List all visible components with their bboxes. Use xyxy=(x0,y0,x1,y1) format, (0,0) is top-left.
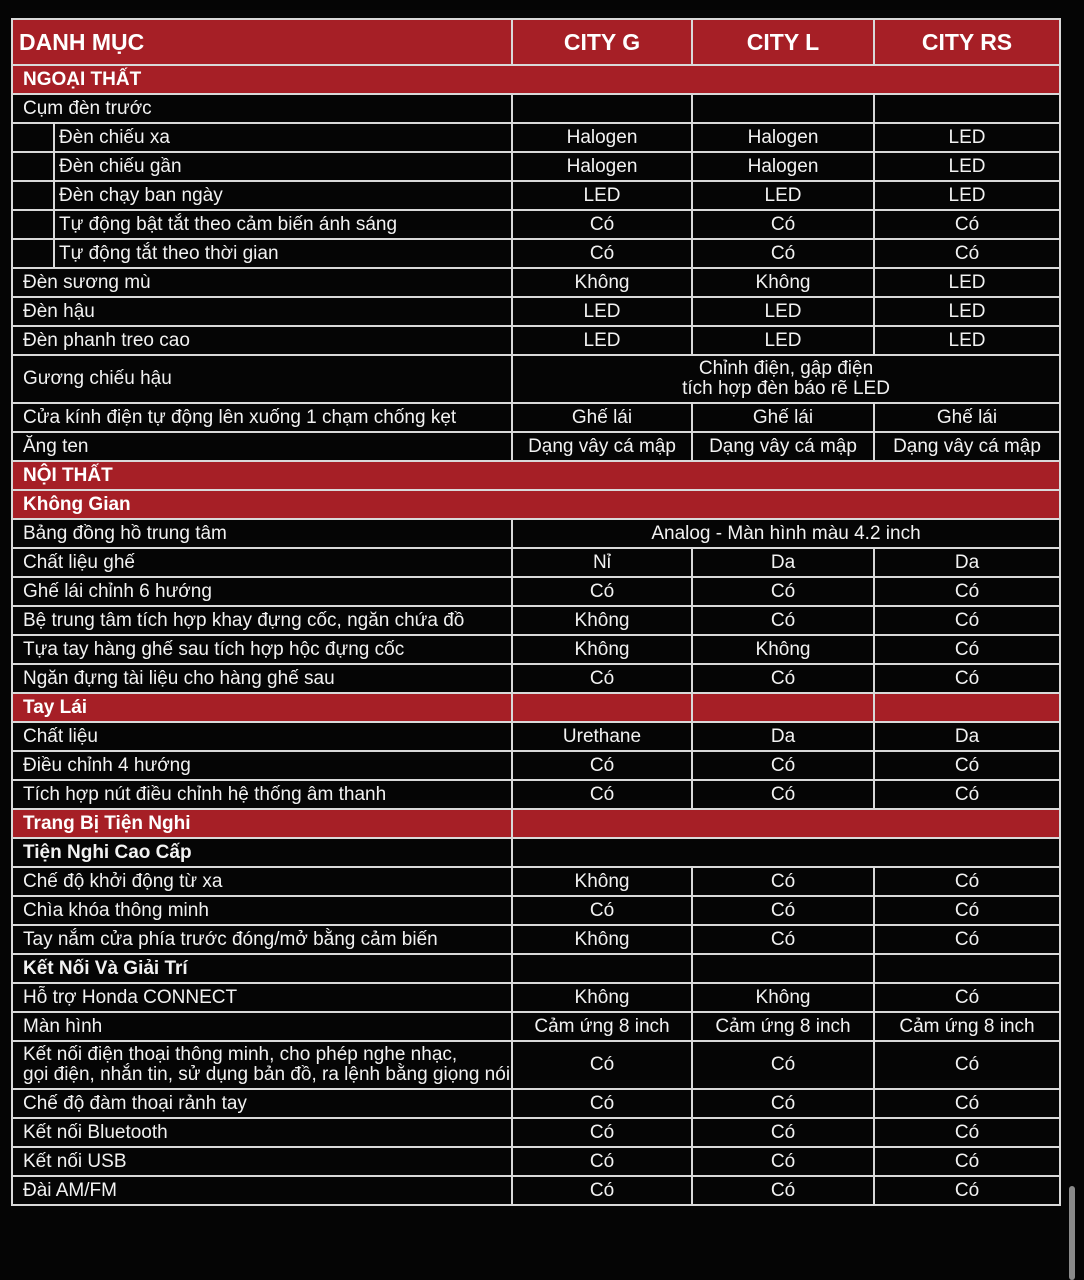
value-cell xyxy=(512,693,692,722)
table-row xyxy=(12,403,1060,432)
value-cell: Dạng vây cá mập xyxy=(692,432,874,461)
value-cell: Có xyxy=(692,1089,874,1118)
value-cell: Có xyxy=(874,780,1060,809)
value-cell: Có xyxy=(874,664,1060,693)
row-label: Đèn chiếu xa xyxy=(54,123,512,152)
subsection-label: Tiện Nghi Cao Cấp xyxy=(12,838,512,867)
value-cell: Có xyxy=(512,210,692,239)
value-cell: LED xyxy=(874,181,1060,210)
value-cell: Có xyxy=(874,606,1060,635)
value-cell: Có xyxy=(692,1147,874,1176)
value-cell: LED xyxy=(874,297,1060,326)
subsection-label: Tay Lái xyxy=(12,693,512,722)
table-row xyxy=(12,983,1060,1012)
table-row xyxy=(12,94,1060,123)
value-cell: Có xyxy=(512,1118,692,1147)
table-row xyxy=(12,1176,1060,1205)
value-cell: Không xyxy=(512,925,692,954)
value-cell: Có xyxy=(512,577,692,606)
merged-value-line: tích hợp đèn báo rẽ LED xyxy=(682,378,890,399)
row-label: Chế độ đàm thoại rảnh tay xyxy=(12,1089,512,1118)
row-label: Đài AM/FM xyxy=(12,1176,512,1205)
row-label: Tích hợp nút điều chỉnh hệ thống âm thanh xyxy=(12,780,512,809)
subsection-header xyxy=(12,693,1060,722)
row-label: Tay nắm cửa phía trước đóng/mở bằng cảm biến xyxy=(12,925,512,954)
value-cell: Có xyxy=(874,751,1060,780)
value-cell xyxy=(874,693,1060,722)
table-row xyxy=(12,722,1060,751)
value-cell: Ghế lái xyxy=(692,403,874,432)
section-header xyxy=(12,490,1060,519)
value-cell xyxy=(692,693,874,722)
value-cell: LED xyxy=(692,181,874,210)
table-row xyxy=(12,1012,1060,1041)
value-cell: Có xyxy=(692,925,874,954)
row-label: Đèn sương mù xyxy=(12,268,512,297)
value-cell: Da xyxy=(874,548,1060,577)
value-cell xyxy=(874,954,1060,983)
row-label: Cụm đèn trước xyxy=(12,94,512,123)
table-row xyxy=(12,867,1060,896)
value-cell: Không xyxy=(692,268,874,297)
spec-table xyxy=(11,18,1061,1206)
value-cell xyxy=(692,94,874,123)
row-label: Ngăn đựng tài liệu cho hàng ghế sau xyxy=(12,664,512,693)
section-header xyxy=(12,809,1060,838)
row-label: Tự động tắt theo thời gian xyxy=(54,239,512,268)
value-cell: LED xyxy=(874,152,1060,181)
value-cell: Có xyxy=(512,780,692,809)
value-cell: Ghế lái xyxy=(512,403,692,432)
value-cell: Có xyxy=(692,1176,874,1205)
value-cell: Có xyxy=(692,606,874,635)
value-cell: Có xyxy=(874,1176,1060,1205)
table-row-indented xyxy=(12,123,1060,152)
indent-spacer xyxy=(12,123,54,152)
row-label: Đèn hậu xyxy=(12,297,512,326)
row-label: Ghế lái chỉnh 6 hướng xyxy=(12,577,512,606)
row-label: Chìa khóa thông minh xyxy=(12,896,512,925)
row-label: Đèn chiếu gần xyxy=(54,152,512,181)
table-row xyxy=(12,577,1060,606)
value-cell: Có xyxy=(874,1147,1060,1176)
table-row-indented xyxy=(12,181,1060,210)
section-label: Trang Bị Tiện Nghi xyxy=(12,809,512,838)
value-cell: Không xyxy=(512,983,692,1012)
section-header xyxy=(12,65,1060,94)
table-row xyxy=(12,606,1060,635)
value-cell: LED xyxy=(692,326,874,355)
table-row xyxy=(12,297,1060,326)
value-cell: Halogen xyxy=(692,152,874,181)
value-cell: Không xyxy=(512,635,692,664)
row-label: Ăng ten xyxy=(12,432,512,461)
table-row-indented xyxy=(12,210,1060,239)
row-label: Chất liệu ghế xyxy=(12,548,512,577)
row-label: Đèn phanh treo cao xyxy=(12,326,512,355)
value-cell: Có xyxy=(692,239,874,268)
value-cell: Không xyxy=(512,867,692,896)
value-cell: Có xyxy=(874,1041,1060,1089)
value-cell: Halogen xyxy=(512,123,692,152)
value-cell: Có xyxy=(692,780,874,809)
subsection-header xyxy=(12,838,1060,867)
section-label: NỘI THẤT xyxy=(12,461,1060,490)
indent-spacer xyxy=(12,181,54,210)
indent-spacer xyxy=(12,152,54,181)
value-cell: Có xyxy=(692,867,874,896)
indent-spacer xyxy=(12,210,54,239)
table-row xyxy=(12,432,1060,461)
value-cell: Không xyxy=(512,268,692,297)
value-cell: Có xyxy=(692,751,874,780)
header-category: DANH MỤC xyxy=(12,19,512,65)
value-cell xyxy=(512,954,692,983)
value-cell: Có xyxy=(512,1089,692,1118)
value-cell: LED xyxy=(512,326,692,355)
row-label: Điều chỉnh 4 hướng xyxy=(12,751,512,780)
value-cell: Có xyxy=(874,635,1060,664)
value-cell: Da xyxy=(874,722,1060,751)
value-cell xyxy=(512,94,692,123)
table-row-indented xyxy=(12,152,1060,181)
row-label: Đèn chạy ban ngày xyxy=(54,181,512,210)
value-cell: Có xyxy=(874,867,1060,896)
value-cell: LED xyxy=(874,123,1060,152)
empty-cell xyxy=(512,838,1060,867)
value-cell: Không xyxy=(512,606,692,635)
value-cell: Nỉ xyxy=(512,548,692,577)
table-row xyxy=(12,780,1060,809)
value-cell: Halogen xyxy=(512,152,692,181)
row-label: Bảng đồng hồ trung tâm xyxy=(12,519,512,548)
value-cell: LED xyxy=(692,297,874,326)
merged-value-cell: Analog - Màn hình màu 4.2 inch xyxy=(512,519,1060,548)
value-cell: Có xyxy=(692,896,874,925)
value-cell: Có xyxy=(512,1041,692,1089)
empty-cell xyxy=(512,809,1060,838)
table-header-row xyxy=(12,19,1060,65)
row-label: Kết nối Bluetooth xyxy=(12,1118,512,1147)
value-cell: Không xyxy=(692,635,874,664)
table-row xyxy=(12,548,1060,577)
value-cell: Có xyxy=(512,664,692,693)
value-cell: Có xyxy=(692,1041,874,1089)
value-cell: Có xyxy=(512,1147,692,1176)
header-city-l: CITY L xyxy=(692,19,874,65)
value-cell: Có xyxy=(874,1118,1060,1147)
value-cell: Có xyxy=(874,925,1060,954)
value-cell: LED xyxy=(874,326,1060,355)
row-label: Kết nối USB xyxy=(12,1147,512,1176)
value-cell: LED xyxy=(512,181,692,210)
value-cell: Có xyxy=(874,210,1060,239)
value-cell: Có xyxy=(874,983,1060,1012)
value-cell: Có xyxy=(512,896,692,925)
row-label-line: Kết nối điện thoại thông minh, cho phép nghe nhạc, xyxy=(23,1044,458,1066)
table-row xyxy=(12,664,1060,693)
subsection-label: Kết Nối Và Giải Trí xyxy=(12,954,512,983)
value-cell: Da xyxy=(692,722,874,751)
value-cell: Có xyxy=(874,239,1060,268)
table-row xyxy=(12,1147,1060,1176)
value-cell: Cảm ứng 8 inch xyxy=(512,1012,692,1041)
row-label: Màn hình xyxy=(12,1012,512,1041)
row-label: Chế độ khởi động từ xa xyxy=(12,867,512,896)
value-cell: Có xyxy=(692,664,874,693)
row-label: Tự động bật tắt theo cảm biến ánh sáng xyxy=(54,210,512,239)
row-label xyxy=(12,1041,512,1089)
table-row-indented xyxy=(12,239,1060,268)
value-cell: Có xyxy=(512,1176,692,1205)
value-cell: LED xyxy=(512,297,692,326)
value-cell: Da xyxy=(692,548,874,577)
value-cell: LED xyxy=(874,268,1060,297)
row-label: Chất liệu xyxy=(12,722,512,751)
value-cell xyxy=(692,954,874,983)
value-cell: Có xyxy=(692,1118,874,1147)
table-row xyxy=(12,1089,1060,1118)
indent-spacer xyxy=(12,239,54,268)
value-cell: Ghế lái xyxy=(874,403,1060,432)
table-row xyxy=(12,326,1060,355)
table-row xyxy=(12,519,1060,548)
value-cell: Có xyxy=(692,210,874,239)
value-cell: Halogen xyxy=(692,123,874,152)
subsection-header xyxy=(12,954,1060,983)
value-cell: Cảm ứng 8 inch xyxy=(874,1012,1060,1041)
value-cell: Có xyxy=(874,1089,1060,1118)
row-label: Cửa kính điện tự động lên xuống 1 chạm chống kẹt xyxy=(12,403,512,432)
value-cell: Có xyxy=(874,577,1060,606)
value-cell: Urethane xyxy=(512,722,692,751)
row-label: Tựa tay hàng ghế sau tích hợp hộc đựng cốc xyxy=(12,635,512,664)
header-city-g: CITY G xyxy=(512,19,692,65)
value-cell: Có xyxy=(874,896,1060,925)
row-label: Hỗ trợ Honda CONNECT xyxy=(12,983,512,1012)
row-label: Bệ trung tâm tích hợp khay đựng cốc, ngăn chứa đồ xyxy=(12,606,512,635)
value-cell: Dạng vây cá mập xyxy=(512,432,692,461)
section-header xyxy=(12,461,1060,490)
value-cell xyxy=(874,94,1060,123)
value-cell: Cảm ứng 8 inch xyxy=(692,1012,874,1041)
section-label: NGOẠI THẤT xyxy=(12,65,1060,94)
table-row xyxy=(12,635,1060,664)
row-label: Gương chiếu hậu xyxy=(12,355,512,403)
value-cell: Có xyxy=(512,751,692,780)
table-row xyxy=(12,1118,1060,1147)
table-row xyxy=(12,925,1060,954)
merged-value-cell xyxy=(512,355,1060,403)
table-row xyxy=(12,1041,1060,1089)
table-row xyxy=(12,268,1060,297)
value-cell: Có xyxy=(512,239,692,268)
header-city-rs: CITY RS xyxy=(874,19,1060,65)
merged-value-line: Chỉnh điện, gập điện xyxy=(698,358,874,380)
value-cell: Không xyxy=(692,983,874,1012)
scrollbar-thumb[interactable] xyxy=(1069,1186,1075,1280)
section-label: Không Gian xyxy=(12,490,1060,519)
value-cell: Có xyxy=(692,577,874,606)
table-row xyxy=(12,355,1060,403)
value-cell: Dạng vây cá mập xyxy=(874,432,1060,461)
table-row xyxy=(12,896,1060,925)
row-label-line: gọi điện, nhắn tin, sử dụng bản đồ, ra lệnh bằng giọng nói xyxy=(23,1064,511,1085)
table-row xyxy=(12,751,1060,780)
